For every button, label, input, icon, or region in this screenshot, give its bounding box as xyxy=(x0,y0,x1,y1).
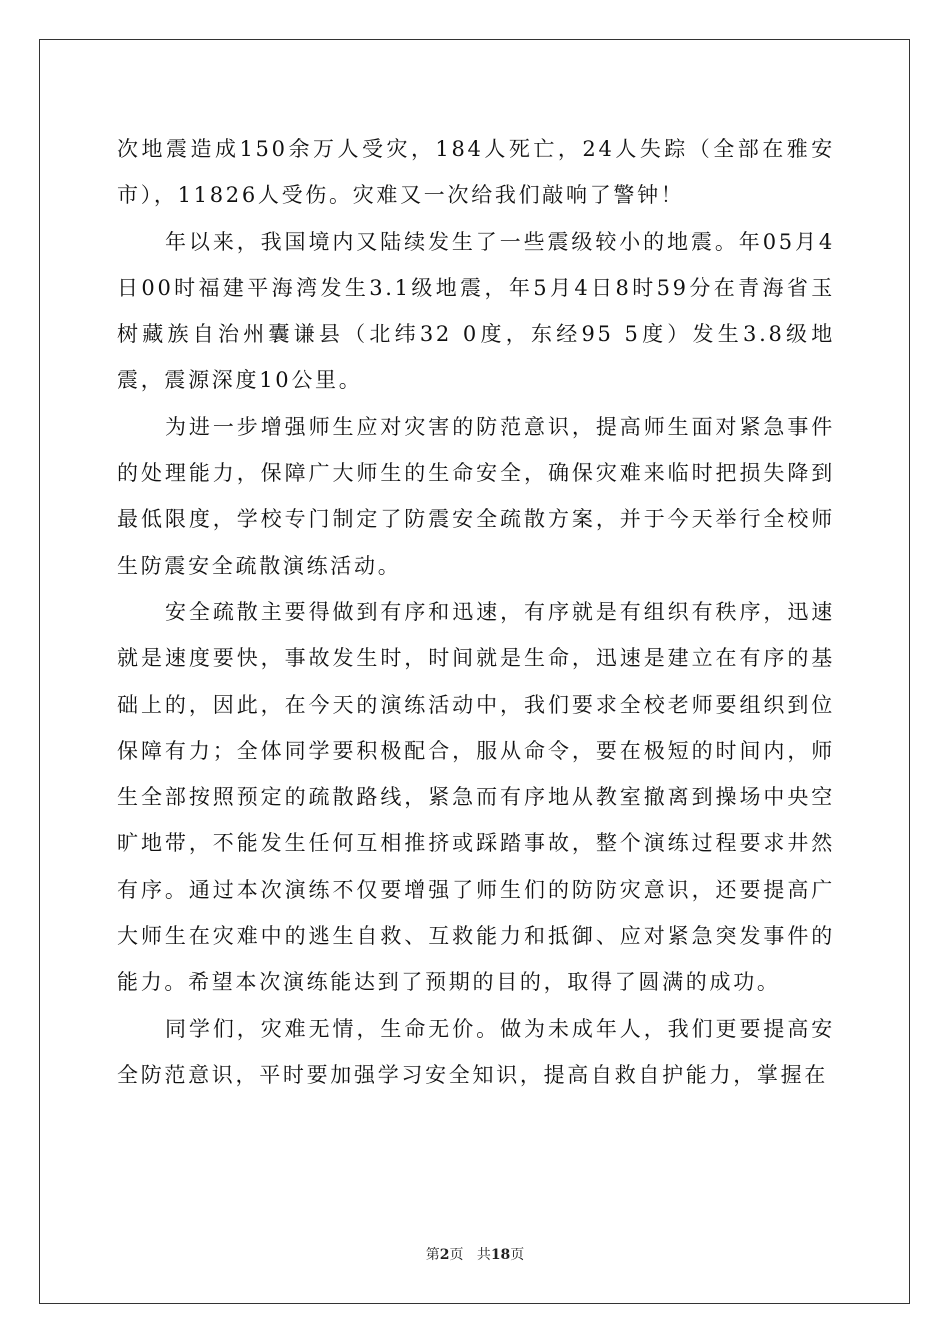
paragraph-2: 年以来，我国境内又陆续发生了一些震级较小的地震。年05月4日00时福建平海湾发生3.1级地震，年5月4日8时59分在青海省玉树藏族自治州囊谦县（北纬32 0度，东经95 5度）发生3.8级地震，震源深度10公里。 xyxy=(117,229,835,393)
page-footer xyxy=(0,1246,950,1264)
page-number: 2 xyxy=(439,1247,450,1263)
paragraph-4: 安全疏散主要得做到有序和迅速，有序就是有组织有秩序，迅速就是速度要快，事故发生时，时间就是生命，迅速是建立在有序的基础上的，因此，在今天的演练活动中，我们要求全校老师要组织到位保障有力；全体同学要积极配合，服从命令，要在极短的时间内，师生全部按照预定的疏散路线，紧急而有序地从教室撤离到操场中央空旷地带，不能发生任何互相推挤或踩踏事故，整个演练过程要求井然有序。通过本次演练不仅要增强了师生们的防防灾意识，还要提高广大师生在灾难中的逃生自救、互救能力和抵御、应对紧急突发事件的能力。希望本次演练能达到了预期的目的，取得了圆满的成功。 xyxy=(117,599,835,995)
total-suffix: 页 xyxy=(510,1247,525,1263)
paragraph-5: 同学们，灾难无情，生命无价。做为未成年人，我们更要提高安全防范意识，平时要加强学习安全知识，提高自救自护能力，掌握在 xyxy=(117,1016,835,1087)
paragraph-3: 为进一步增强师生应对灾害的防范意识，提高师生面对紧急事件的处理能力，保障广大师生的生命安全，确保灾难来临时把损失降到最低限度，学校专门制定了防震安全疏散方案，并于今天举行全校师生防震安全疏散演练活动。 xyxy=(117,414,835,578)
total-pages: 18 xyxy=(490,1247,511,1263)
total-prefix: 共 xyxy=(476,1247,491,1263)
page-prefix: 第 xyxy=(425,1247,440,1263)
paragraph-1: 次地震造成150余万人受灾，184人死亡，24人失踪（全部在雅安市），11826人受伤。灾难又一次给我们敲响了警钟！ xyxy=(117,137,835,208)
document-body xyxy=(117,126,835,1098)
page-suffix: 页 xyxy=(449,1247,464,1263)
